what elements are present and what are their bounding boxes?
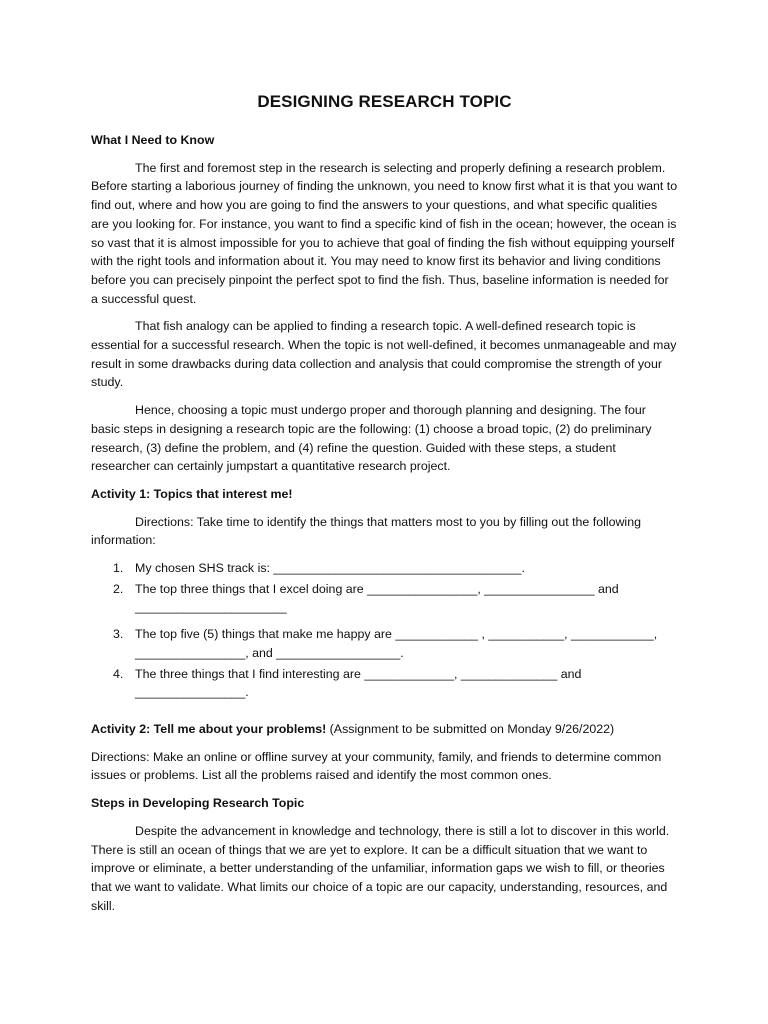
section-heading-steps: Steps in Developing Research Topic bbox=[91, 796, 305, 811]
list-item-text: The top five (5) things that make me happy are ____________ , ___________, ____________, ________________, and __________________. bbox=[135, 627, 658, 660]
list-item-number: 3. bbox=[113, 627, 124, 642]
list-item-text: The three things that I find interesting are _____________, ______________ and ________________. bbox=[135, 666, 582, 700]
activity-2-heading-note: (Assignment to be submitted on Monday 9/26/2022) bbox=[326, 721, 615, 736]
list-item-3 bbox=[91, 625, 678, 662]
intro-paragraph-3: Hence, choosing a topic must undergo proper and thorough planning and designing. The four basic steps in designing a research topic are the following: (1) choose a broad topic, (2) do preliminary research, (3) define the problem, and (4) refine the question. Guided with these steps, a student researcher can certainly jumpstart a quantitative research project. bbox=[91, 403, 652, 474]
activity-1-directions: Directions: Take time to identify the things that matters most to you by filling out the following information: bbox=[91, 514, 641, 548]
list-item-1 bbox=[91, 559, 678, 578]
list-item-number: 1. bbox=[113, 561, 124, 576]
list-item-text: My chosen SHS track is: ____________________________________. bbox=[135, 561, 525, 576]
list-item-2 bbox=[91, 580, 678, 617]
document-title: DESIGNING RESEARCH TOPIC bbox=[257, 92, 512, 111]
activity-2-directions: Directions: Make an online or offline survey at your community, family, and friends to determine common issues or problems. List all the problems raised and identify the most common ones. bbox=[91, 749, 662, 783]
list-item-4 bbox=[91, 665, 678, 702]
intro-paragraph-1: The first and foremost step in the research is selecting and properly defining a research problem. Before starting a laborious journey of finding the unknown, you need to know first what it is that you want to find out, where and how you are going to find the answers to your questions, and what specific qualities are you looking for. For instance, you want to find a specific kind of fish in the ocean; however, the ocean is so vast that it is almost impossible for you to achieve that goal of finding the fish without equipping yourself with the right tools and information about it. You may need to know first its behavior and living conditions before you can precisely pinpoint the perfect spot to find the fish. Thus, baseline information is needed for a successful quest. bbox=[91, 160, 678, 306]
list-item-number: 4. bbox=[113, 666, 124, 681]
steps-paragraph: Despite the advancement in knowledge and technology, there is still a lot to discover in this world. There is still an ocean of things that we are yet to explore. It can be a difficult situation that we want to improve or eliminate, a better understanding of the unfamiliar, information gaps we wish to fill, or theories that we want to validate. What limits our choice of a topic are our capacity, understanding, resources, and skill. bbox=[91, 823, 670, 913]
activity-2-heading bbox=[91, 720, 678, 739]
activity-1-list bbox=[91, 559, 678, 702]
section-heading-what-i-need-to-know: What I Need to Know bbox=[91, 133, 215, 147]
list-item-number: 2. bbox=[113, 581, 124, 596]
activity-2-heading-bold: Activity 2: Tell me about your problems! bbox=[91, 721, 327, 736]
activity-1-heading: Activity 1: Topics that interest me! bbox=[91, 486, 293, 501]
intro-paragraph-2: That fish analogy can be applied to finding a research topic. A well-defined research topic is essential for a successful research. When the topic is not well-defined, it becomes unmanageable and may result in some drawbacks during data collection and analysis that could compromise the strength of your study. bbox=[91, 319, 677, 390]
list-item-text: The top three things that I excel doing are ________________, ________________ and ______________________ bbox=[135, 581, 619, 615]
